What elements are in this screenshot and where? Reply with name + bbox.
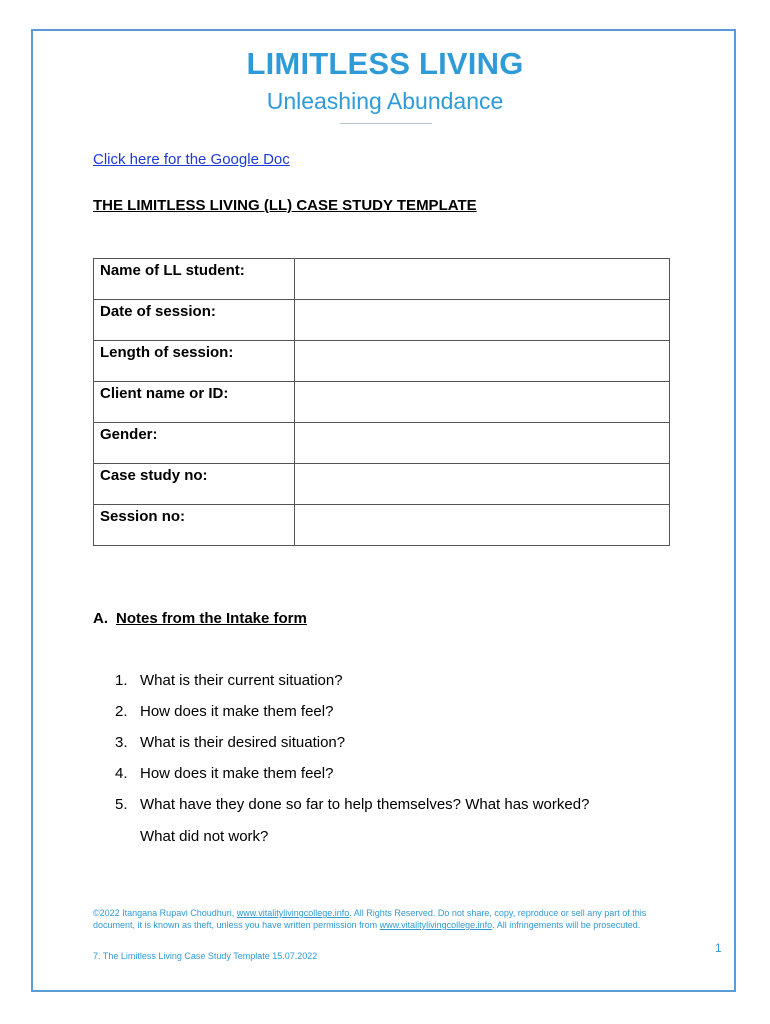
table-row xyxy=(94,300,670,341)
question-number: 2. xyxy=(115,703,128,720)
list-item xyxy=(115,796,589,813)
question-number: 5. xyxy=(115,796,128,813)
row-label: Session no: xyxy=(94,505,295,546)
table-row xyxy=(94,382,670,423)
question-text: What is their current situation? xyxy=(140,672,343,689)
row-label: Client name or ID: xyxy=(94,382,295,423)
section-title: Notes from the Intake form xyxy=(116,610,307,627)
footer-filename: 7. The Limitless Living Case Study Template 15.07.2022 xyxy=(93,951,318,961)
row-label: Gender: xyxy=(94,423,295,464)
row-value-cell[interactable] xyxy=(295,259,670,300)
list-item xyxy=(115,703,333,720)
table-row xyxy=(94,259,670,300)
copyright-suffix: . All infringements will be prosecuted. xyxy=(492,920,641,930)
row-value-cell[interactable] xyxy=(295,341,670,382)
row-value-cell[interactable] xyxy=(295,505,670,546)
row-label: Length of session: xyxy=(94,341,295,382)
table-row xyxy=(94,505,670,546)
site-link[interactable]: www.vitalitylivingcollege.info xyxy=(379,920,493,930)
copyright-notice xyxy=(93,907,673,931)
case-info-table xyxy=(93,258,670,546)
list-item xyxy=(115,765,333,782)
copyright-prefix: ©2022 Itangana Rupavi Choudhuri, xyxy=(93,908,237,918)
question-text: How does it make them feel? xyxy=(140,703,334,720)
table-row xyxy=(94,464,670,505)
row-value-cell[interactable] xyxy=(295,423,670,464)
template-heading: THE LIMITLESS LIVING (LL) CASE STUDY TEMPLATE xyxy=(93,197,477,214)
list-item xyxy=(115,672,343,689)
table-row xyxy=(94,423,670,464)
question-number: 3. xyxy=(115,734,128,751)
page-number: 1 xyxy=(715,941,722,955)
table-row xyxy=(94,341,670,382)
header-divider xyxy=(340,123,432,124)
section-letter: A. xyxy=(93,610,108,627)
question-number: 4. xyxy=(115,765,128,782)
row-value-cell[interactable] xyxy=(295,464,670,505)
question-number: 1. xyxy=(115,672,128,689)
section-a-heading xyxy=(93,610,307,627)
row-value-cell[interactable] xyxy=(295,382,670,423)
question-continuation: What did not work? xyxy=(140,828,269,845)
row-label: Date of session: xyxy=(94,300,295,341)
question-text: What is their desired situation? xyxy=(140,734,346,751)
row-value-cell[interactable] xyxy=(295,300,670,341)
site-link[interactable]: www.vitalitylivingcollege.info xyxy=(236,908,350,918)
row-label: Name of LL student: xyxy=(94,259,295,300)
row-label: Case study no: xyxy=(94,464,295,505)
question-text: What have they done so far to help themselves? What has worked? xyxy=(140,796,590,813)
google-doc-link[interactable]: Click here for the Google Doc xyxy=(93,151,290,168)
question-text: How does it make them feel? xyxy=(140,765,334,782)
list-item xyxy=(115,734,345,751)
copyright-middle: . All Rights Reserved. Do not share, copy, reproduce or sell any part of this document, it is known as theft, unless you have written permission from xyxy=(93,908,647,930)
page-title: LIMITLESS LIVING xyxy=(246,46,524,81)
page-subtitle: Unleashing Abundance xyxy=(266,88,504,114)
